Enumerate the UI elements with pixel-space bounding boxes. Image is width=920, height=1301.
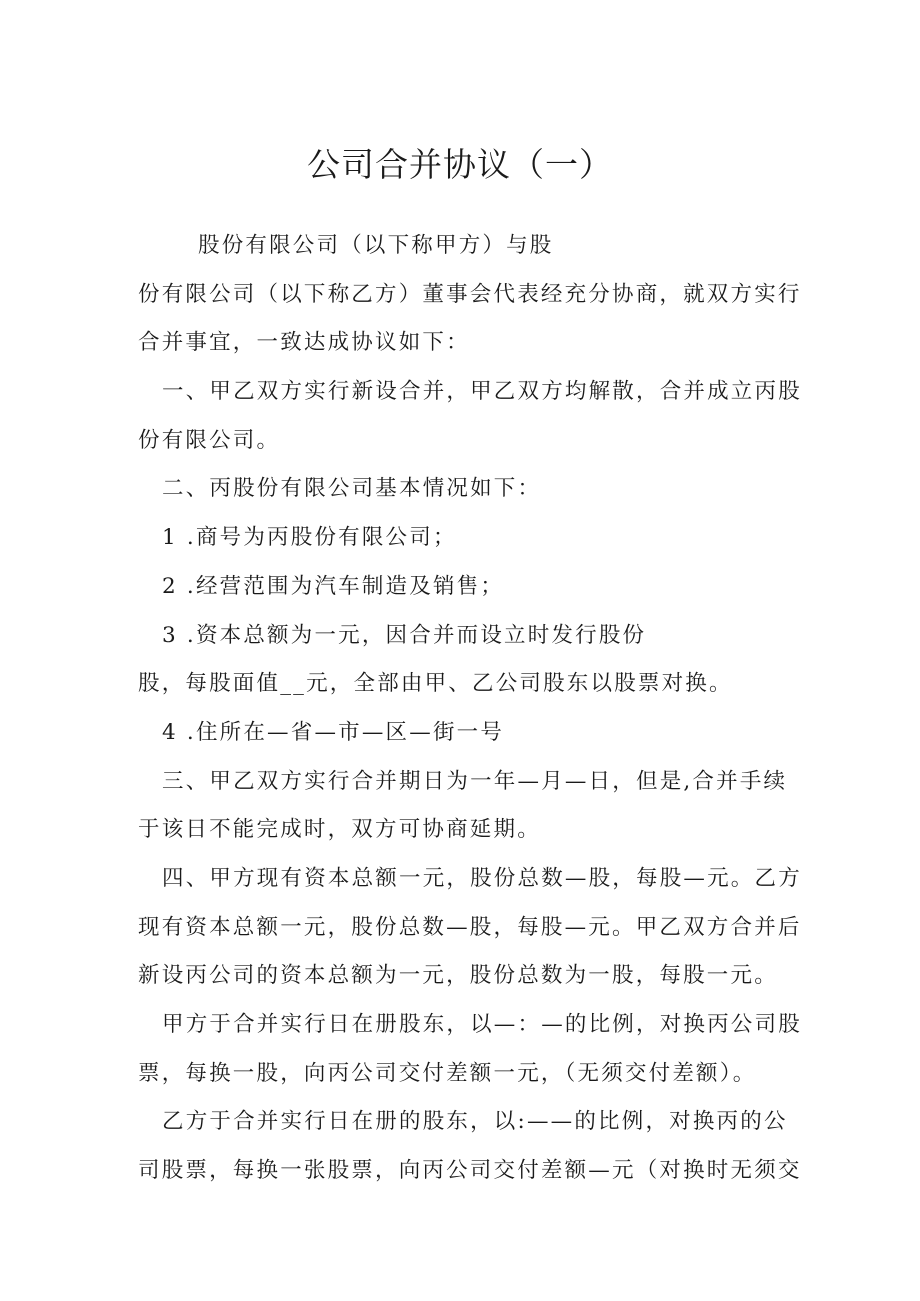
text-line: 二、丙股份有限公司基本情况如下： bbox=[162, 476, 542, 502]
text-line: 股，每股面值__元，全部由甲、乙公司股东以股票对换。 bbox=[138, 671, 733, 697]
text-line: 新设丙公司的资本总额为一元，股份总数为一股，每股一元。 bbox=[138, 963, 778, 989]
document-title: 公司合并协议（一） bbox=[307, 145, 613, 184]
text-line: 一、甲乙双方实行新设合并，甲乙双方均解散，合并成立丙股 bbox=[162, 379, 802, 405]
document-body bbox=[138, 222, 802, 1196]
text-line: 1 .商号为丙股份有限公司； bbox=[162, 525, 457, 551]
text-line: 甲方于合并实行日在册股东，以—：—的比例，对换丙公司股 bbox=[162, 1012, 802, 1037]
text-line: 票，每换一股，向丙公司交付差额一元，（无须交付差额）。 bbox=[138, 1060, 757, 1086]
text-line: 司股票，每换一张股票，向丙公司交付差额—元（对换时无须交 bbox=[138, 1158, 802, 1184]
text-line: 份有限公司。 bbox=[138, 427, 281, 453]
text-line: 2 .经营范围为汽车制造及销售； bbox=[162, 573, 505, 599]
text-line: 股份有限公司（以下称甲方）与股 bbox=[198, 233, 554, 258]
text-line: 四、甲方现有资本总额一元，股份总数—股，每股—元。乙方 bbox=[162, 865, 802, 891]
text-line: 合并事宜，一致达成协议如下： bbox=[138, 330, 470, 356]
text-line: 4 .住所在—省—市—区—街一号 bbox=[162, 719, 505, 745]
text-line: 于该日不能完成时，双方可协商延期。 bbox=[138, 817, 541, 843]
text-line: 三、甲乙双方实行合并期日为一年—月—日，但是,合并手续 bbox=[162, 768, 788, 794]
text-line: 乙方于合并实行日在册的股东，以:——的比例，对换丙的公 bbox=[162, 1109, 788, 1135]
text-line: 3 .资本总额为一元，因合并而设立时发行股份 bbox=[162, 622, 647, 648]
text-line: 现有资本总额一元，股份总数—股，每股—元。甲乙双方合并后 bbox=[138, 914, 802, 940]
text-line: 份有限公司（以下称乙方）董事会代表经充分协商，就双方实行 bbox=[138, 281, 802, 307]
